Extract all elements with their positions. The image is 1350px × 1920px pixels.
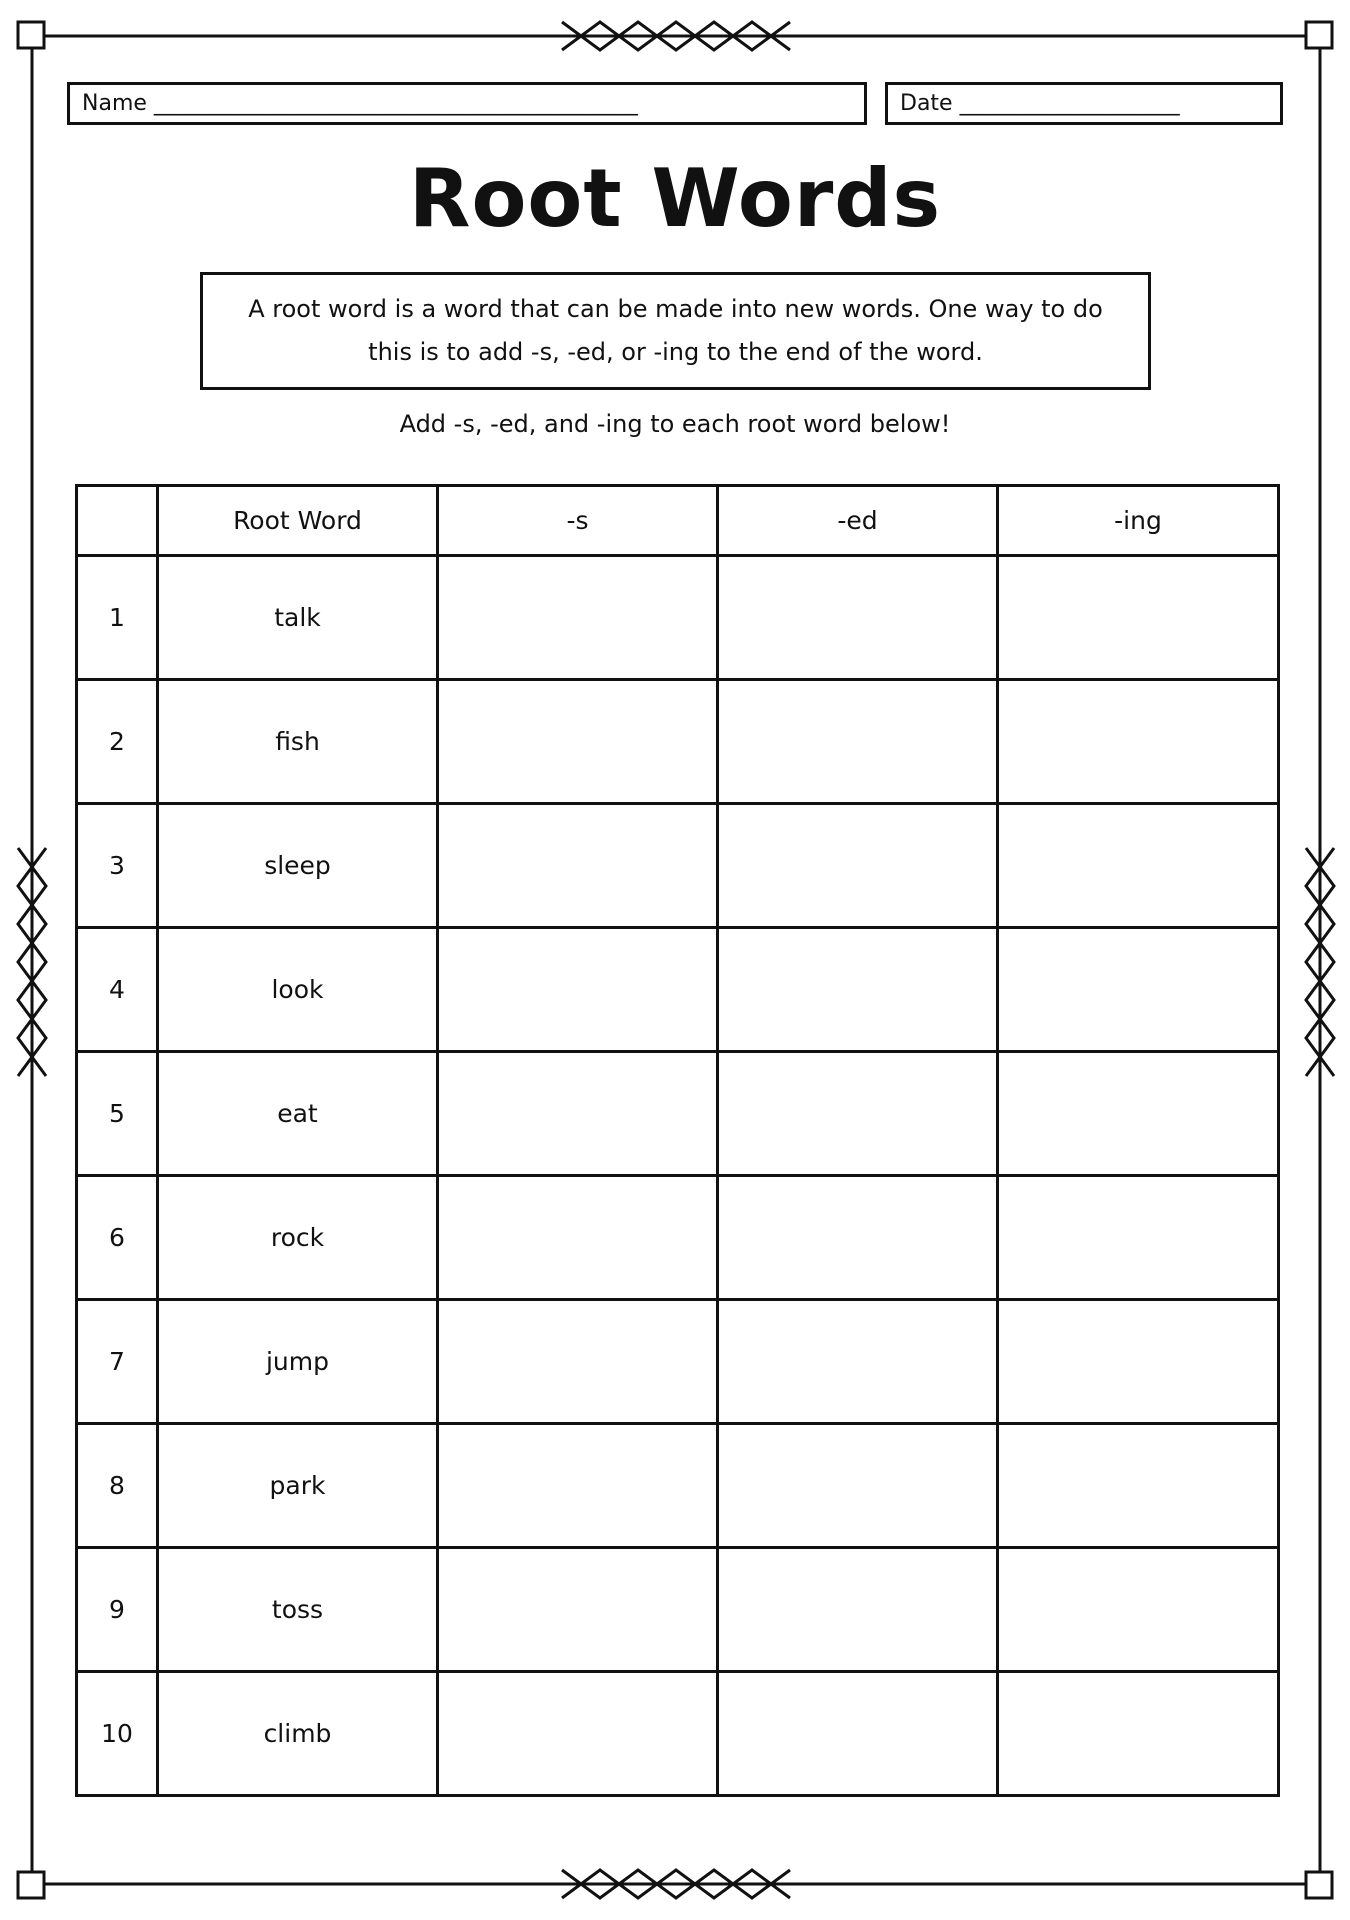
answer-cell-ed[interactable] (718, 1300, 998, 1424)
answer-cell-ed[interactable] (718, 1548, 998, 1672)
answer-cell-ed[interactable] (718, 1424, 998, 1548)
header-ed: -ed (718, 486, 998, 556)
answer-cell-s[interactable] (438, 1672, 718, 1796)
answer-cell-ed[interactable] (718, 804, 998, 928)
answer-cell-ing[interactable] (998, 1672, 1279, 1796)
row-number: 9 (77, 1548, 158, 1672)
answer-cell-ed[interactable] (718, 1176, 998, 1300)
date-label: Date ____________________ (900, 91, 1180, 116)
answer-cell-s[interactable] (438, 1300, 718, 1424)
row-number: 7 (77, 1300, 158, 1424)
table-row (77, 804, 1279, 928)
root-word: jump (158, 1300, 438, 1424)
header-number (77, 486, 158, 556)
root-word: talk (158, 556, 438, 680)
table-row (77, 1176, 1279, 1300)
table-row (77, 1548, 1279, 1672)
root-word: climb (158, 1672, 438, 1796)
row-number: 10 (77, 1672, 158, 1796)
answer-cell-s[interactable] (438, 804, 718, 928)
root-word: eat (158, 1052, 438, 1176)
answer-cell-s[interactable] (438, 1176, 718, 1300)
answer-cell-ing[interactable] (998, 556, 1279, 680)
root-word: look (158, 928, 438, 1052)
row-number: 4 (77, 928, 158, 1052)
root-word: park (158, 1424, 438, 1548)
table-row (77, 928, 1279, 1052)
answer-cell-ing[interactable] (998, 680, 1279, 804)
answer-cell-s[interactable] (438, 556, 718, 680)
answer-cell-ing[interactable] (998, 1424, 1279, 1548)
answer-cell-ing[interactable] (998, 1052, 1279, 1176)
row-number: 2 (77, 680, 158, 804)
row-number: 8 (77, 1424, 158, 1548)
root-word: toss (158, 1548, 438, 1672)
header-s: -s (438, 486, 718, 556)
table-row (77, 1672, 1279, 1796)
table-row (77, 1052, 1279, 1176)
answer-cell-s[interactable] (438, 1052, 718, 1176)
row-number: 5 (77, 1052, 158, 1176)
answer-cell-ed[interactable] (718, 556, 998, 680)
answer-cell-ed[interactable] (718, 1672, 998, 1796)
page-title: Root Words (408, 152, 942, 245)
date-field[interactable] (885, 82, 1283, 125)
row-number: 6 (77, 1176, 158, 1300)
root-word: sleep (158, 804, 438, 928)
table-row (77, 1424, 1279, 1548)
instruction-text: Add -s, -ed, and -ing to each root word below! (399, 410, 951, 438)
table-row (77, 1300, 1279, 1424)
row-number: 3 (77, 804, 158, 928)
answer-cell-s[interactable] (438, 928, 718, 1052)
name-field[interactable] (67, 82, 867, 125)
definition-text: A root word is a word that can be made into new words. One way to do this is to add -s, -ed, or -ing to the end of the word. (248, 295, 1103, 366)
table-header-row (77, 486, 1279, 556)
answer-cell-ing[interactable] (998, 928, 1279, 1052)
answer-cell-ed[interactable] (718, 680, 998, 804)
answer-cell-s[interactable] (438, 680, 718, 804)
name-label: Name ____________________________________________ (82, 91, 638, 116)
table-row (77, 556, 1279, 680)
answer-cell-ing[interactable] (998, 1176, 1279, 1300)
root-words-table (75, 484, 1280, 1797)
answer-cell-ing[interactable] (998, 1300, 1279, 1424)
answer-cell-s[interactable] (438, 1548, 718, 1672)
root-word: rock (158, 1176, 438, 1300)
answer-cell-ed[interactable] (718, 928, 998, 1052)
row-number: 1 (77, 556, 158, 680)
root-word: fish (158, 680, 438, 804)
answer-cell-ing[interactable] (998, 804, 1279, 928)
definition-box (200, 272, 1151, 390)
answer-cell-s[interactable] (438, 1424, 718, 1548)
answer-cell-ed[interactable] (718, 1052, 998, 1176)
header-ing: -ing (998, 486, 1279, 556)
table-row (77, 680, 1279, 804)
answer-cell-ing[interactable] (998, 1548, 1279, 1672)
header-root-word: Root Word (158, 486, 438, 556)
